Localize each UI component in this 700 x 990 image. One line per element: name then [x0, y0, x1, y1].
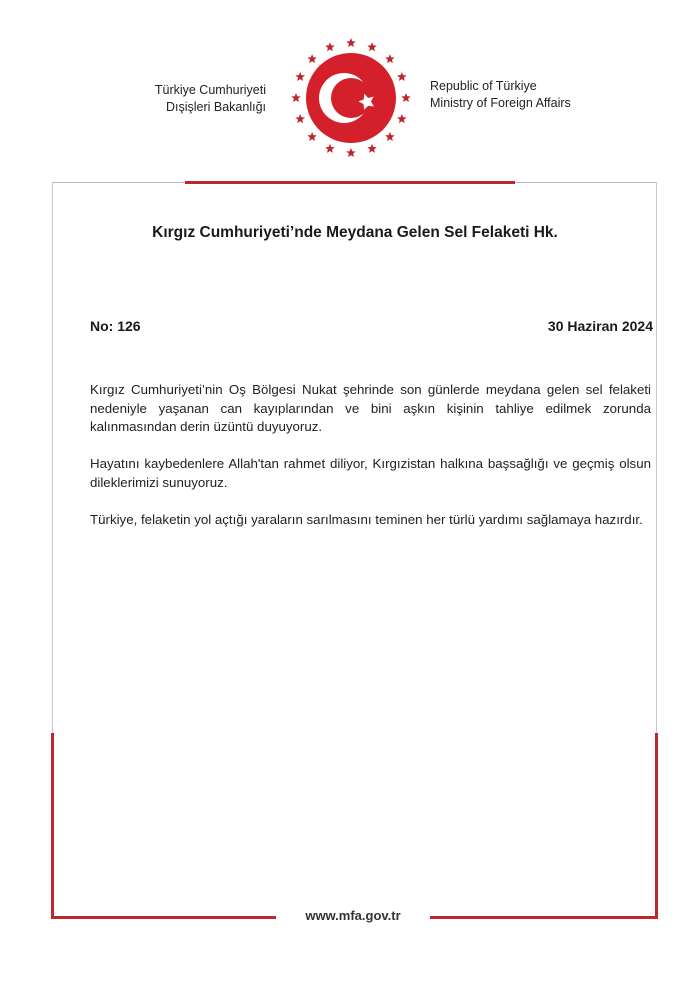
frame-top-accent: [185, 181, 515, 184]
body-paragraph-1: Kırgız Cumhuriyeti’nin Oş Bölgesi Nukat şehrinde son günlerde meydana gelen sel felaketi nedeniyle yaşanan can kayıplarından ve bini aşkın kişinin tahliye edilmek zorunda kalınmasından derin üzüntü duyuyoruz.: [90, 382, 651, 434]
emblem-star-dot: [291, 93, 301, 102]
header-left-block: [150, 82, 266, 116]
emblem-star-dot: [385, 54, 395, 63]
emblem-star-dot: [397, 114, 407, 123]
frame-bottom-left-accent: [51, 916, 276, 919]
document-date: 30 Haziran 2024: [547, 318, 653, 334]
document-title: Kırgız Cumhuriyeti’nde Meydana Gelen Sel Felaketi Hk.: [152, 224, 558, 241]
emblem-star-dot: [401, 93, 411, 102]
header-right-line2: Ministry of Foreign Affairs: [430, 96, 571, 110]
frame-bottom-right-accent: [430, 916, 658, 919]
header-left-line1: Türkiye Cumhuriyeti: [154, 83, 266, 97]
emblem-star-dot: [367, 144, 377, 153]
emblem-star-dot: [397, 72, 407, 81]
turkish-crescent-star-emblem-icon: [289, 36, 413, 160]
header-right-line1: Republic of Türkiye: [430, 79, 537, 93]
document-number: No: 126: [90, 318, 141, 334]
emblem-star-dot: [325, 144, 335, 153]
emblem-star-dot: [295, 114, 305, 123]
frame-left-accent: [51, 733, 54, 918]
emblem-star-dot: [295, 72, 305, 81]
document-body: [90, 381, 651, 548]
emblem-star-dot: [325, 42, 335, 51]
emblem-star-dot: [346, 148, 356, 157]
header-left-line2: Dışişleri Bakanlığı: [165, 100, 266, 114]
emblem-star-dot: [367, 42, 377, 51]
body-paragraph-2: Hayatını kaybedenlere Allah'tan rahmet diliyor, Kırgızistan halkına başsağlığı ve geçmiş olsun dileklerimizi sunuyoruz.: [90, 456, 651, 490]
emblem-star-dot: [346, 38, 356, 47]
body-paragraph-3: Türkiye, felaketin yol açtığı yaraların sarılmasını teminen her türlü yardımı sağlamaya hazırdır.: [90, 511, 643, 527]
header-right-block: [430, 78, 610, 112]
emblem-star-dot: [307, 132, 317, 141]
frame-right-accent: [655, 733, 658, 918]
emblem-star-dot: [307, 54, 317, 63]
emblem-star-dot: [385, 132, 395, 141]
footer-website-link[interactable]: www.mfa.gov.tr: [305, 908, 401, 923]
